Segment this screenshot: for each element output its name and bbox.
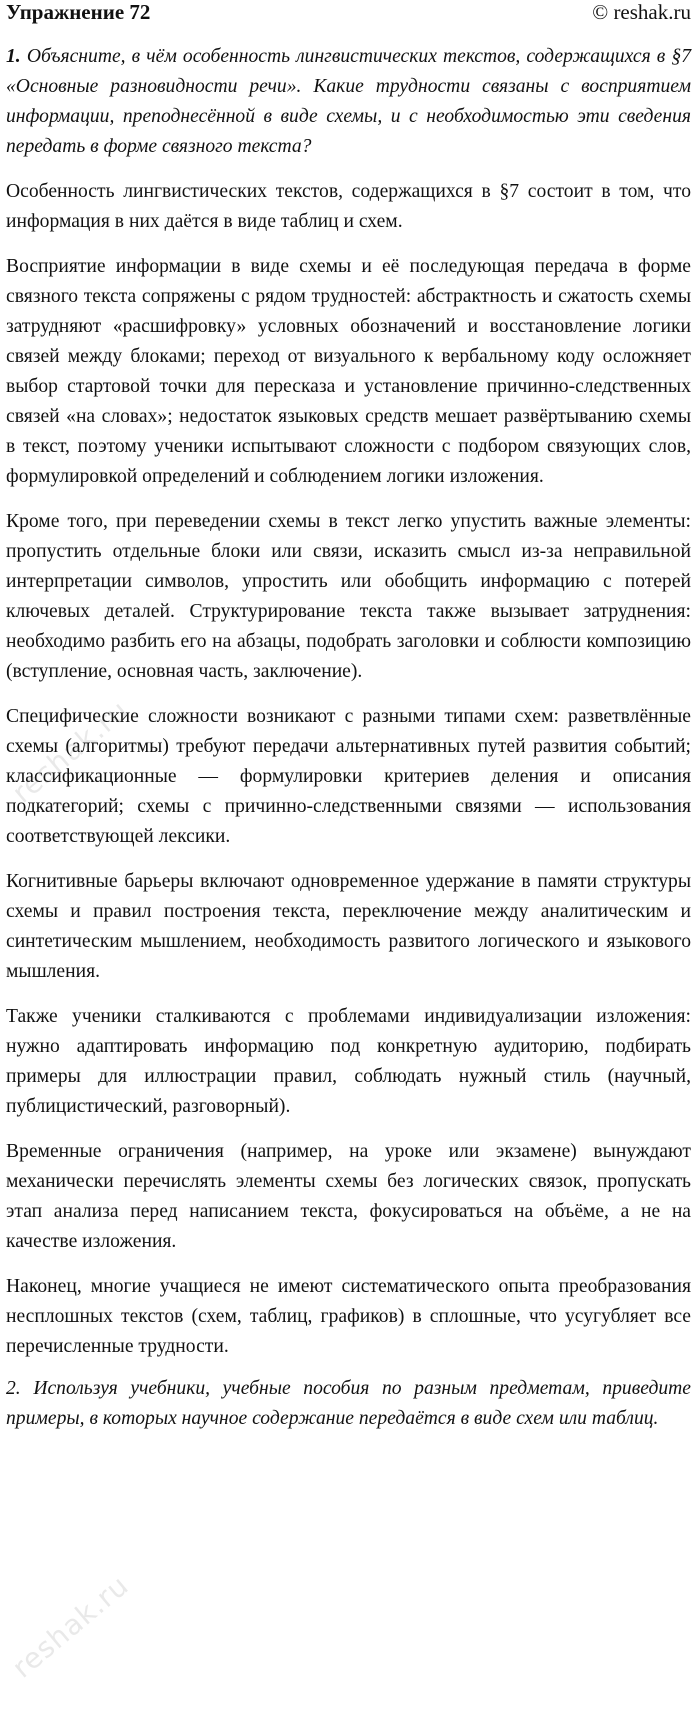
answer-paragraph-1: Особенность лингвистических текстов, содержащихся в §7 состоит в том, что информация в них даётся в виде таблиц и схем. bbox=[6, 181, 691, 232]
answer-paragraph-3: Кроме того, при переведении схемы в текст легко упустить важные элементы: пропустить отдельные блоки или связи, исказить смысл из-за неправильной интерпретации символов, упростить или обобщить информацию с потерей ключевых деталей. Структурирование текста также вызывает затруднения: необходимо разбить его на абзацы, подобрать заголовки и соблюсти композицию (вступление, основная часть, заключение). bbox=[6, 511, 691, 682]
watermark bbox=[6, 1569, 135, 1685]
watermark-text: reshak.ru bbox=[5, 693, 136, 810]
question-1 bbox=[6, 42, 691, 162]
exercise-title: Упражнение 72 bbox=[6, 0, 151, 24]
answer-paragraph-6: Также ученики сталкиваются с проблемами индивидуализации изложения: нужно адаптировать информацию под конкретную аудиторию, подбирать примеры для иллюстрации правил, соблюдать нужный стиль (научный, публицистический, разговорный). bbox=[6, 1006, 691, 1117]
answer-paragraph-7: Временные ограничения (например, на уроке или экзамене) вынуждают механически перечислять элементы схемы без логических связок, пропускать этап анализа перед написанием текста, фокусироваться на объёме, а не на качестве изложения. bbox=[6, 1141, 691, 1252]
question-1-number: 1. bbox=[6, 46, 21, 67]
answer-paragraph-5: Когнитивные барьеры включают одновременное удержание в памяти структуры схемы и правил построения текста, переключение между аналитическим и синтетическим мышлением, необходимость развитого логического и языкового мышления. bbox=[6, 871, 691, 982]
question-2-number: 2. bbox=[6, 1378, 21, 1399]
answer-paragraph-8: Наконец, многие учащиеся не имеют систематического опыта преобразования несплошных текстов (схем, таблиц, графиков) в сплошные, что усугубляет все перечисленные трудности. bbox=[6, 1276, 691, 1357]
watermark-text: reshak.ru bbox=[5, 1568, 136, 1685]
answer-paragraph-2: Восприятие информации в виде схемы и её последующая передача в форме связного текста сопряжены с рядом трудностей: абстрактность и сжатость схемы затрудняют «расшифровку» условных обозначений и восстановление логики связей между блоками; переход от визуального к вербальному коду осложняет выбор стартовой точки для пересказа и установление причинно-следственных связей «на словах»; недостаток языковых средств мешает развёртыванию схемы в текст, поэтому ученики испытывают сложности с подбором связующих слов, формулировкой определений и соблюдением логики изложения. bbox=[6, 256, 691, 487]
question-2-text: Используя учебники, учебные пособия по разным предметам, приведите примеры, в которых научное содержание передаётся в виде схем или таблиц. bbox=[6, 1378, 691, 1429]
header bbox=[6, 0, 691, 30]
question-2 bbox=[6, 1374, 691, 1434]
site-brand: © reshak.ru bbox=[592, 0, 691, 24]
answer-paragraph-4: Специфические сложности возникают с разными типами схем: разветвлённые схемы (алгоритмы) требуют передачи альтернативных путей развития событий; классификационные — формулировки критериев деления и описания подкатегорий; схемы с причинно-следственными связями — использования соответствующей лексики. bbox=[6, 706, 691, 847]
question-1-text: Объясните, в чём особенность лингвистических текстов, содержащихся в §7 «Основные разновидности речи». Какие трудности связаны с восприятием информации, преподнесённой в виде схемы, и с необходимостью эти сведения передать в форме связного текста? bbox=[6, 46, 691, 157]
